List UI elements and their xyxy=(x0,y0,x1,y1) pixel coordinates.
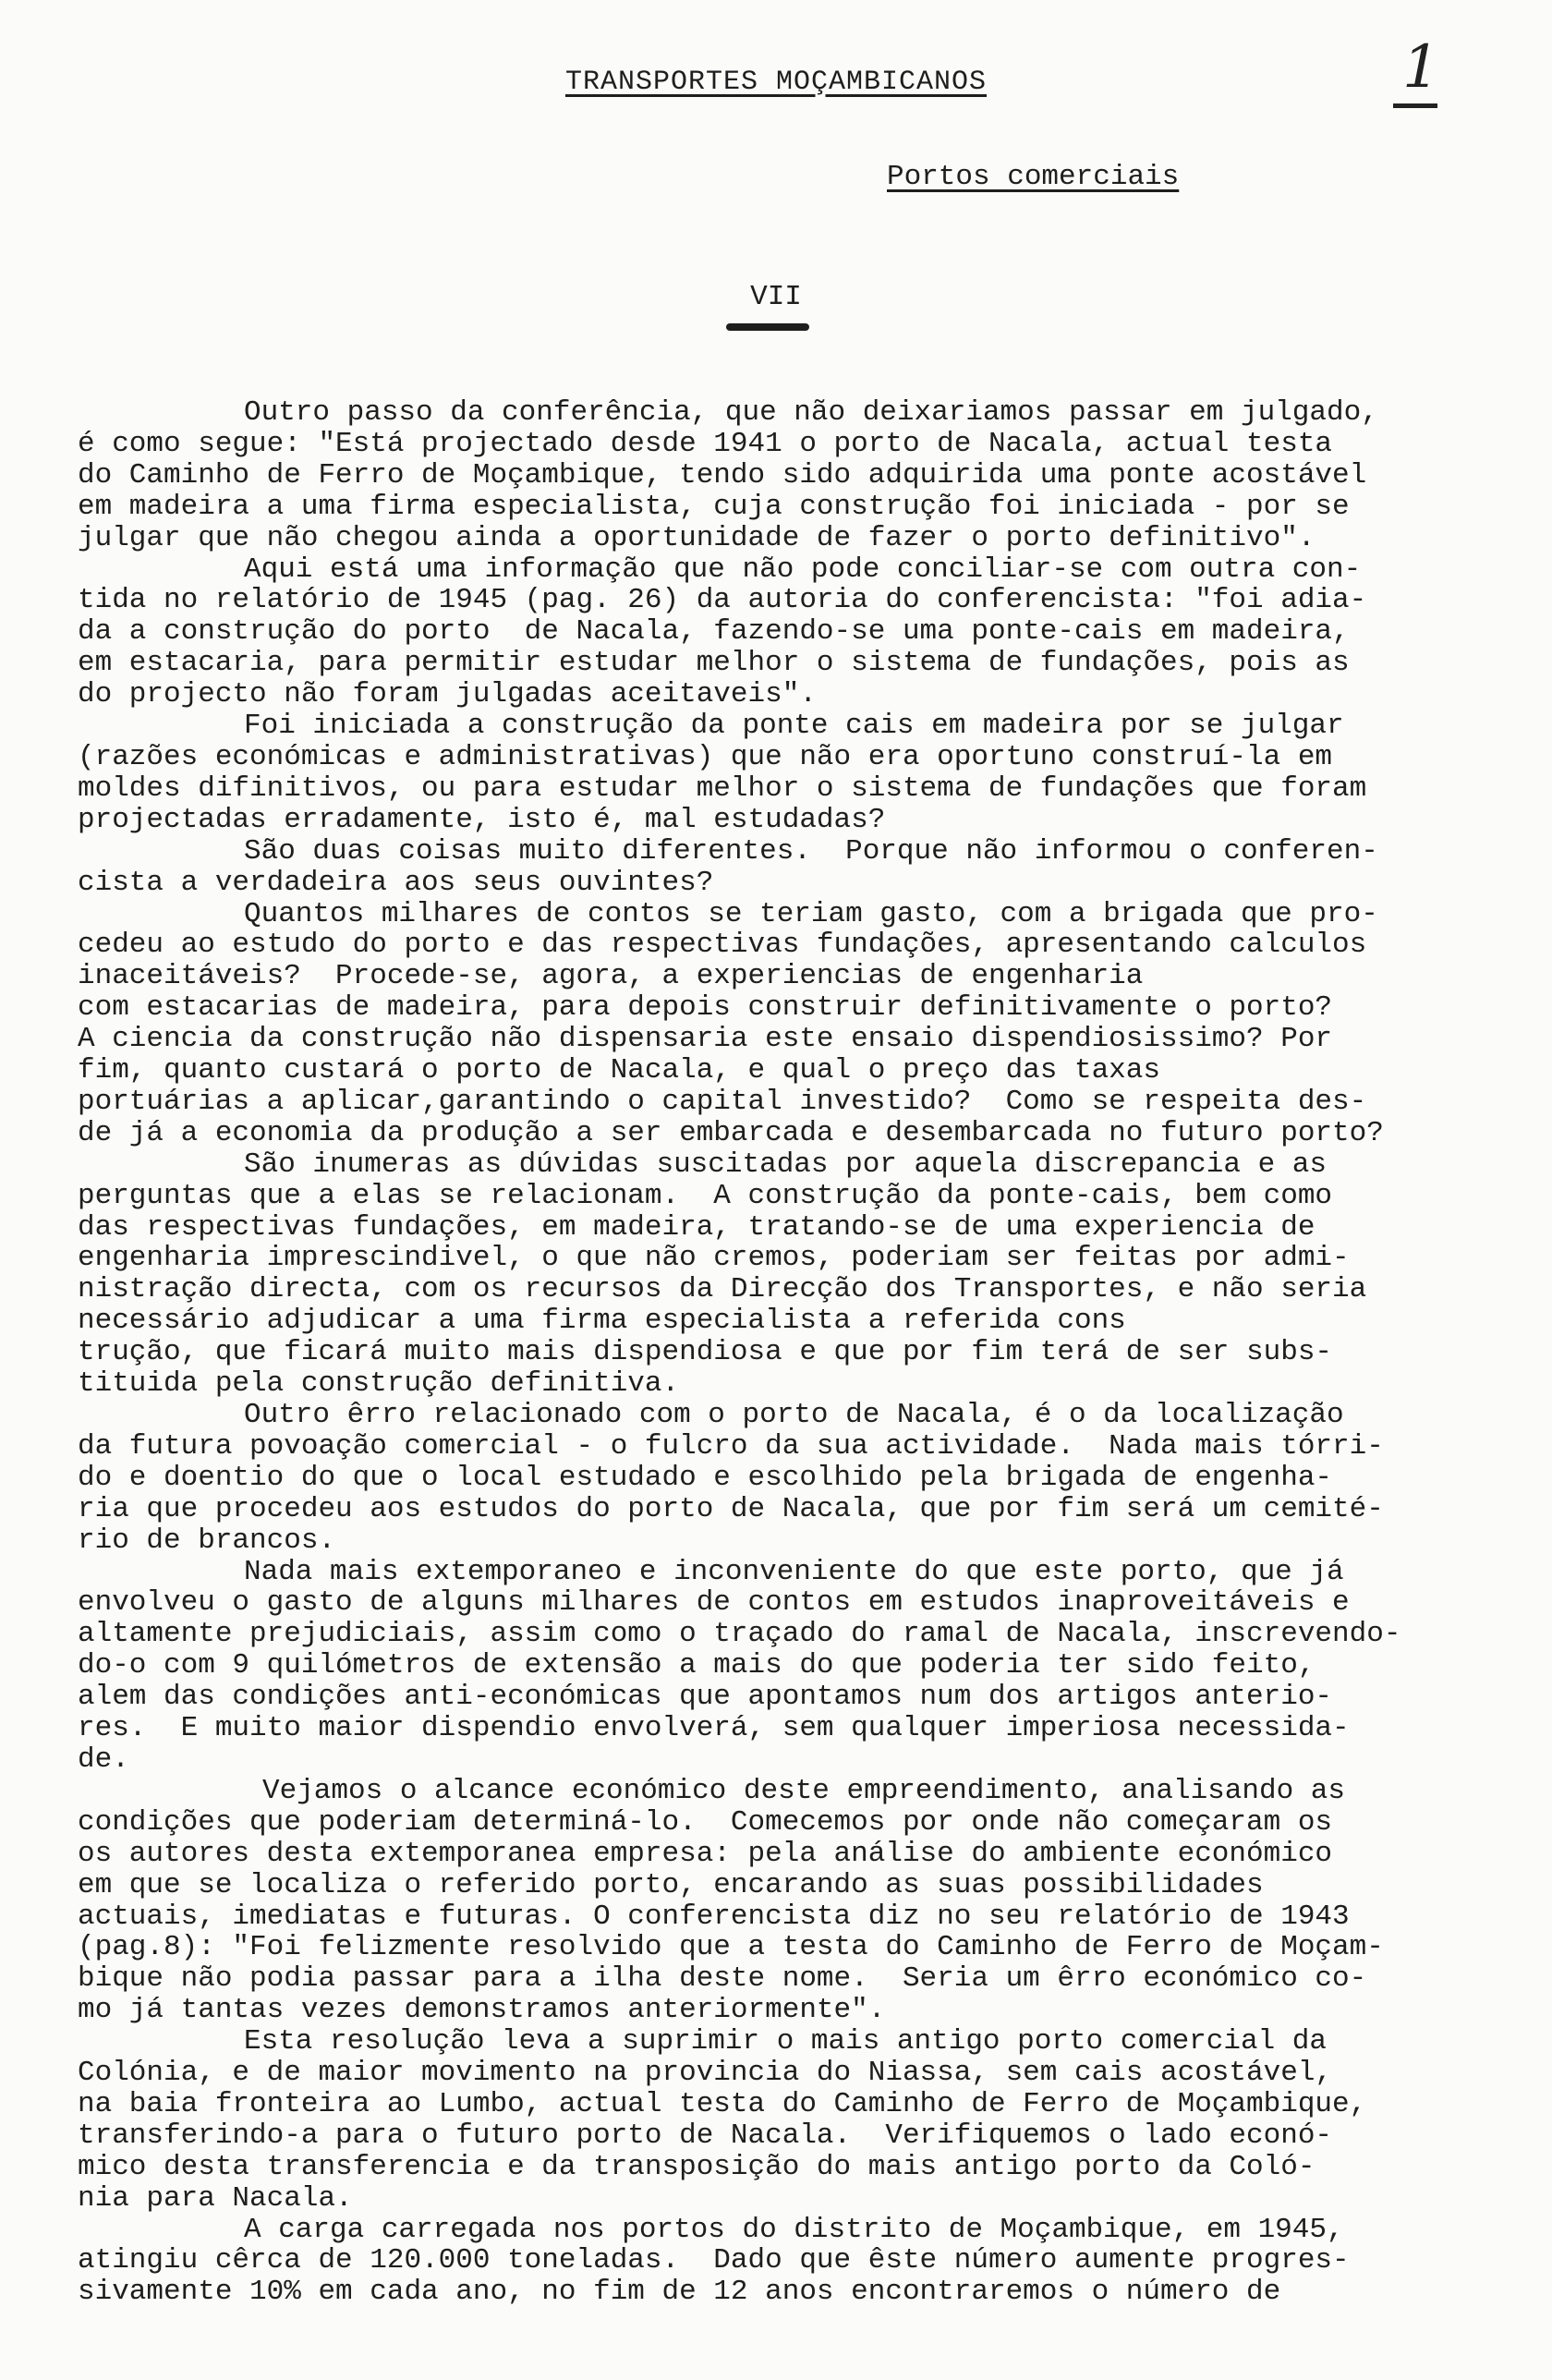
text-line: cedeu ao estudo do porto e das respectivas fundações, apresentando calculos xyxy=(78,929,1367,962)
text-line: de já a economia da produção a ser embarcada e desembarcada no futuro porto? xyxy=(78,1116,1384,1149)
text-line: A ciencia da construção não dispensaria este ensaio dispendiosissimo? Por xyxy=(78,1023,1333,1056)
section-underline xyxy=(726,323,809,331)
text-line: Colónia, e de maior movimento na provincia do Niassa, sem cais acostável, xyxy=(78,2057,1333,2090)
section-number: VII xyxy=(750,281,802,313)
text-line: altamente prejudiciais, assim como o traçado do ramal de Nacala, inscrevendo- xyxy=(78,1618,1401,1651)
document-subtitle: Portos comerciais xyxy=(887,161,1180,193)
text-line: envolveu o gasto de alguns milhares de contos em estudos inaproveitáveis e xyxy=(78,1586,1350,1620)
text-line: cista a verdadeira aos seus ouvintes? xyxy=(78,866,714,899)
text-line: Outro passo da conferência, que não deixariamos passar em julgado, xyxy=(244,396,1378,429)
text-line: julgar que não chegou ainda a oportunidade de fazer o porto definitivo". xyxy=(78,521,1316,554)
text-line: Outro êrro relacionado com o porto de Nacala, é o da localização xyxy=(244,1399,1344,1431)
text-line: Vejamos o alcance económico deste empreendimento, analisando as xyxy=(262,1774,1345,1807)
text-line: fim, quanto custará o porto de Nacala, e qual o preço das taxas xyxy=(78,1054,1160,1087)
text-line: (pag.8): "Foi felizmente resolvido que a testa do Caminho de Ferro de Moçam- xyxy=(78,1931,1384,1964)
text-line: tituida pela construção definitiva. xyxy=(78,1367,680,1401)
page-number-underline xyxy=(1393,103,1437,108)
text-line: Aqui está uma informação que não pode conciliar-se com outra con- xyxy=(244,552,1362,586)
text-line: portuárias a aplicar,garantindo o capital investido? Como se respeita des- xyxy=(78,1085,1367,1118)
text-line: trução, que ficará muito mais dispendiosa e que por fim terá de ser subs- xyxy=(78,1336,1333,1369)
text-line: mo já tantas vezes demonstramos anteriormente". xyxy=(78,1994,886,2027)
text-line: ria que procedeu aos estudos do porto de Nacala, que por fim será um cemité- xyxy=(78,1492,1384,1525)
text-line: de. xyxy=(78,1742,129,1776)
text-line: em estacaria, para permitir estudar melhor o sistema de fundações, pois as xyxy=(78,647,1350,680)
text-line: engenharia imprescindivel, o que não cremos, poderiam ser feitas por admi- xyxy=(78,1242,1350,1275)
text-line: da a construção do porto de Nacala, fazendo-se uma ponte-cais em madeira, xyxy=(78,615,1350,649)
text-line: moldes difinitivos, ou para estudar melhor o sistema de fundações que foram xyxy=(78,771,1367,805)
page-number: 1 xyxy=(1402,33,1440,102)
text-line: São inumeras as dúvidas suscitadas por aquela discrepancia e as xyxy=(244,1148,1327,1181)
text-line: condições que poderiam determiná-lo. Comecemos por onde não começaram os xyxy=(78,1805,1333,1839)
text-line: perguntas que a elas se relacionam. A construção da ponte-cais, bem como xyxy=(78,1179,1333,1212)
text-line: res. E muito maior dispendio envolverá, sem qualquer imperiosa necessida- xyxy=(78,1712,1350,1745)
text-line: do projecto não foram julgadas aceitaveis". xyxy=(78,678,817,711)
text-line: do Caminho de Ferro de Moçambique, tendo sido adquirida uma ponte acostável xyxy=(78,458,1367,492)
text-line: Esta resolução leva a suprimir o mais antigo porto comercial da xyxy=(244,2025,1327,2058)
text-line: rio de brancos. xyxy=(78,1524,336,1557)
document-body xyxy=(78,397,1463,2308)
text-line: bique não podia passar para a ilha deste nome. Seria um êrro económico co- xyxy=(78,1962,1367,1996)
text-line: das respectivas fundações, em madeira, tratando-se de uma experiencia de xyxy=(78,1210,1316,1244)
text-line: nia para Nacala. xyxy=(78,2181,353,2215)
text-line: necessário adjudicar a uma firma especialista a referida cons xyxy=(78,1305,1126,1338)
text-line: com estacarias de madeira, para depois construir definitivamente o porto? xyxy=(78,991,1333,1025)
document-header: TRANSPORTES MOÇAMBICANOS xyxy=(564,67,988,98)
text-line: atingiu cêrca de 120.000 toneladas. Dado que êste número aumente progres- xyxy=(78,2244,1350,2277)
text-line: em madeira a uma firma especialista, cuja construção foi iniciada - por se xyxy=(78,490,1350,523)
text-line: inaceitáveis? Procede-se, agora, a experiencias de engenharia xyxy=(78,960,1144,993)
text-line: mico desta transferencia e da transposição do mais antigo porto da Coló- xyxy=(78,2150,1316,2183)
text-line: da futura povoação comercial - o fulcro da sua actividade. Nada mais tórri- xyxy=(78,1429,1384,1463)
text-line: A carga carregada nos portos do distrito de Moçambique, em 1945, xyxy=(244,2213,1344,2246)
text-line: São duas coisas muito diferentes. Porque não informou o conferen- xyxy=(244,834,1378,868)
text-line: do-o com 9 quilómetros de extensão a mais do que poderia ter sido feito, xyxy=(78,1649,1316,1682)
text-line: do e doentio do que o local estudado e escolhido pela brigada de engenha- xyxy=(78,1461,1333,1494)
text-line: Quantos milhares de contos se teriam gasto, com a brigada que pro- xyxy=(244,897,1378,930)
text-line: actuais, imediatas e futuras. O conferencista diz no seu relatório de 1943 xyxy=(78,1900,1350,1933)
text-line: alem das condições anti-económicas que apontamos num dos artigos anterio- xyxy=(78,1681,1333,1714)
text-line: sivamente 10% em cada ano, no fim de 12 anos encontraremos o número de xyxy=(78,2276,1281,2309)
text-line: (razões económicas e administrativas) que não era oportuno construí-la em xyxy=(78,740,1333,773)
text-line: Foi iniciada a construção da ponte cais em madeira por se julgar xyxy=(244,710,1344,743)
text-line: projectadas erradamente, isto é, mal estudadas? xyxy=(78,803,886,836)
text-line: transferindo-a para o futuro porto de Nacala. Verifiquemos o lado econó- xyxy=(78,2119,1333,2152)
text-line: na baia fronteira ao Lumbo, actual testa do Caminho de Ferro de Moçambique, xyxy=(78,2087,1367,2120)
text-line: em que se localiza o referido porto, encarando as suas possibilidades xyxy=(78,1868,1264,1901)
text-line: é como segue: "Está projectado desde 1941 o porto de Nacala, actual testa xyxy=(78,427,1333,460)
text-line: nistração directa, com os recursos da Direcção dos Transportes, e não seria xyxy=(78,1273,1367,1306)
text-line: tida no relatório de 1945 (pag. 26) da autoria do conferencista: "foi adia- xyxy=(78,584,1367,617)
text-line: Nada mais extemporaneo e inconveniente do que este porto, que já xyxy=(244,1555,1344,1588)
text-line: os autores desta extemporanea empresa: pela análise do ambiente económico xyxy=(78,1837,1333,1870)
